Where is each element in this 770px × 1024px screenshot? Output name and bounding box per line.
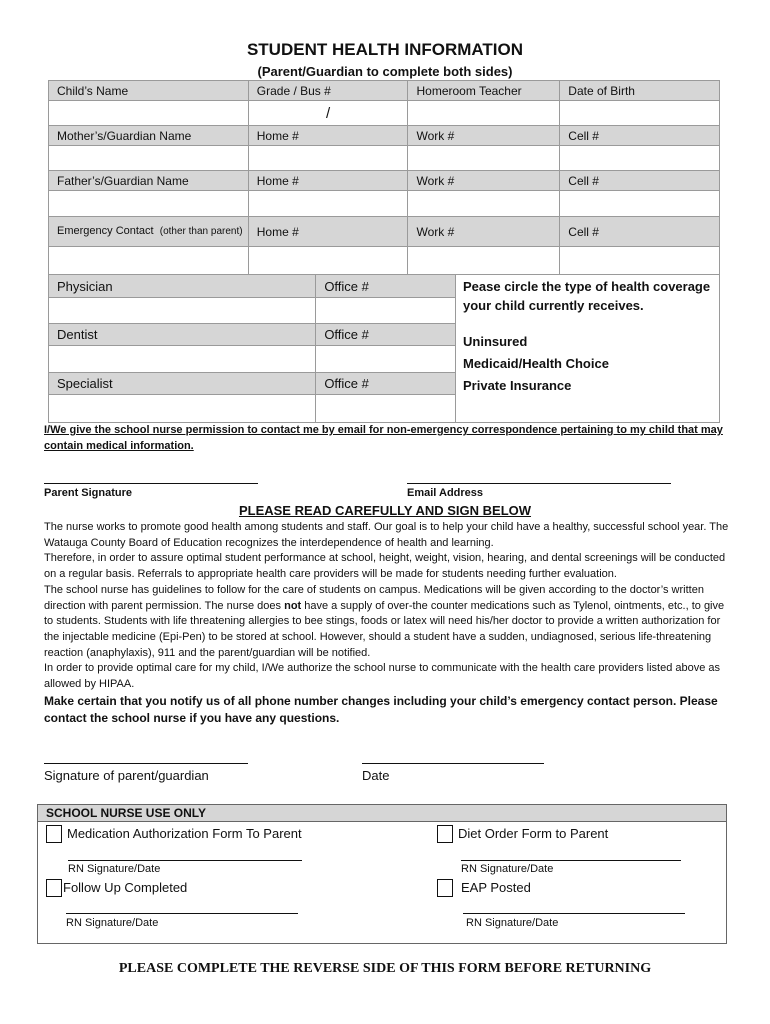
paragraph-medications <box>44 583 734 662</box>
mother-cell-label: Cell # <box>560 126 720 146</box>
medication-authorization-checkbox[interactable] <box>46 825 62 843</box>
medications-not: not <box>284 599 302 612</box>
emergency-home-field[interactable] <box>248 247 408 275</box>
emergency-name-field[interactable] <box>49 247 249 275</box>
providers-table <box>48 274 456 423</box>
form-title: STUDENT HEALTH INFORMATION <box>246 40 524 59</box>
rn-signature-line-2[interactable] <box>461 860 681 861</box>
parent-signature-line[interactable] <box>44 483 258 484</box>
date-of-birth-field[interactable] <box>560 101 720 126</box>
emergency-work-label: Work # <box>408 217 560 247</box>
father-cell-label: Cell # <box>560 171 720 191</box>
email-address-label: Email Address <box>407 487 484 499</box>
physician-label: Physician <box>49 275 316 298</box>
medication-authorization-label: Medication Authorization Form To Parent <box>67 826 302 841</box>
paragraph-health: The nurse works to promote good health among students and staff. Our goal is to help your child have a healthy, successful school year. The Watauga County Board of Education recognizes the interdependence of health and learning. <box>44 521 729 549</box>
coverage-medicaid[interactable]: Medicaid/Health Choice <box>463 356 609 371</box>
rn-signature-label-3: RN Signature/Date <box>66 917 159 929</box>
mother-home-field[interactable] <box>248 146 408 171</box>
read-sign-body <box>44 520 734 727</box>
dentist-field[interactable] <box>49 346 316 373</box>
homeroom-teacher-label: Homeroom Teacher <box>408 81 560 101</box>
rn-signature-label-4: RN Signature/Date <box>466 917 559 929</box>
rn-signature-line-4[interactable] <box>463 913 685 914</box>
eap-posted-checkbox[interactable] <box>437 879 453 897</box>
nurse-use-heading: SCHOOL NURSE USE ONLY <box>38 805 726 822</box>
specialist-office-field[interactable] <box>316 395 456 423</box>
paragraph-screenings: Therefore, in order to assure optimal student performance at school, height, weight, vision, hearing, and dental screenings will be conducted on a regular basis. Referrals to appropriate health care providers will be made for students needing further evaluation. <box>44 552 726 581</box>
mother-work-field[interactable] <box>408 146 560 171</box>
emergency-contact-title: Emergency Contact <box>57 225 154 237</box>
coverage-uninsured[interactable]: Uninsured <box>463 334 528 349</box>
physician-office-field[interactable] <box>316 298 456 324</box>
homeroom-teacher-field[interactable] <box>408 101 560 126</box>
paragraph-hipaa: In order to provide optimal care for my child, I/We authorize the school nurse to communicate with the health care providers listed above as allowed by HIPAA. <box>44 662 721 691</box>
coverage-prompt: Pease circle the type of health coverage your child currently receives. <box>463 279 711 313</box>
father-work-label: Work # <box>408 171 560 191</box>
rn-signature-label-2: RN Signature/Date <box>461 863 554 875</box>
medications-text-b: have a supply of over-the counter medications such as Tylenol, ointments, etc., to give to students. Students with life threatening allergies to bee stings, foods or latex will need his/her doctor to provide a written authorization for the injectable medicine (Epi-Pen) to be stored at school. However, should a student have a sudden, undiagnosed, serious life-threatening reaction (anaphylaxis), 911 and the parent/guardian will be notified. <box>44 599 725 659</box>
date-of-birth-label: Date of Birth <box>560 81 720 101</box>
student-info-table <box>48 80 720 275</box>
rn-signature-line-1[interactable] <box>68 860 302 861</box>
father-work-field[interactable] <box>408 191 560 217</box>
paragraph-notify: Make certain that you notify us of all phone number changes including your child’s emergency contact person. Please contact the school nurse if you have any questions. <box>44 693 718 725</box>
mother-cell-field[interactable] <box>560 146 720 171</box>
grade-bus-field[interactable]: / <box>248 101 408 126</box>
form-subtitle: (Parent/Guardian to complete both sides) <box>257 64 513 79</box>
rn-signature-label-1: RN Signature/Date <box>68 863 161 875</box>
father-cell-field[interactable] <box>560 191 720 217</box>
emergency-contact-note: (other than parent) <box>159 226 243 237</box>
dentist-label: Dentist <box>49 324 316 346</box>
email-permission-text: I/We give the school nurse permission to contact me by email for non-emergency correspondence pertaining to my child that may contain medical information. <box>44 424 723 452</box>
father-home-field[interactable] <box>248 191 408 217</box>
father-name-field[interactable] <box>49 191 249 217</box>
coverage-private[interactable]: Private Insurance <box>463 378 572 393</box>
date-line[interactable] <box>362 763 544 764</box>
emergency-contact-label <box>49 217 249 247</box>
father-home-label: Home # <box>248 171 408 191</box>
emergency-home-label: Home # <box>248 217 408 247</box>
specialist-label: Specialist <box>49 373 316 395</box>
diet-order-checkbox[interactable] <box>437 825 453 843</box>
dentist-office-field[interactable] <box>316 346 456 373</box>
childs-name-field[interactable] <box>49 101 249 126</box>
follow-up-label: Follow Up Completed <box>63 880 188 895</box>
mother-home-label: Home # <box>248 126 408 146</box>
emergency-cell-label: Cell # <box>560 217 720 247</box>
physician-office-label: Office # <box>316 275 456 298</box>
email-address-line[interactable] <box>407 483 671 484</box>
eap-posted-label: EAP Posted <box>461 880 531 895</box>
specialist-field[interactable] <box>49 395 316 423</box>
mother-work-label: Work # <box>408 126 560 146</box>
diet-order-label: Diet Order Form to Parent <box>458 826 609 841</box>
father-name-label: Father’s/Guardian Name <box>49 171 249 191</box>
mother-name-field[interactable] <box>49 146 249 171</box>
follow-up-checkbox[interactable] <box>46 879 62 897</box>
read-sign-heading: PLEASE READ CAREFULLY AND SIGN BELOW <box>238 503 532 518</box>
guardian-signature-label: Signature of parent/guardian <box>44 768 209 783</box>
dentist-office-label: Office # <box>316 324 456 346</box>
rn-signature-line-3[interactable] <box>66 913 298 914</box>
footer-instruction: PLEASE COMPLETE THE REVERSE SIDE OF THIS FORM BEFORE RETURNING <box>118 961 652 976</box>
medications-text-a: The school nurse has guidelines to follow for the care of students on campus. Medications will be given according to the doctor’s written direction with parent permission. The nurse does <box>44 583 704 612</box>
grade-bus-label: Grade / Bus # <box>248 81 408 101</box>
physician-field[interactable] <box>49 298 316 324</box>
childs-name-label: Child’s Name <box>49 81 249 101</box>
specialist-office-label: Office # <box>316 373 456 395</box>
parent-signature-label: Parent Signature <box>44 487 133 499</box>
mother-name-label: Mother’s/Guardian Name <box>49 126 249 146</box>
guardian-signature-line[interactable] <box>44 763 248 764</box>
emergency-cell-field[interactable] <box>560 247 720 275</box>
emergency-work-field[interactable] <box>408 247 560 275</box>
date-label: Date <box>362 768 390 783</box>
